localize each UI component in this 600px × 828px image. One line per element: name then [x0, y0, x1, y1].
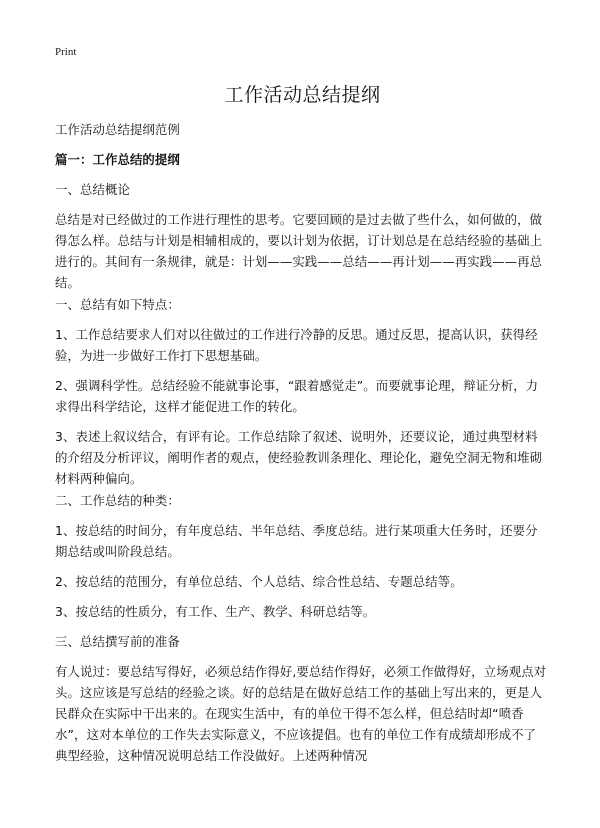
section-heading-overview: 一、总结概论 [55, 182, 130, 197]
preparation-paragraph: 有人说过：要总结写得好，必须总结作得好,要总结作得好，必须工作做得好，立场观点对头。这应该是写总结的经验之谈。好的总结是在做好总结工作的基础上写出来的，更是人民群众在实际中干出来的。在现实生活中，有的单位干得不怎么样，但总结时却“喷香水”，这对本单位的工作失去实际意义，不应该提倡。也有的单位工作有成绩却形成不了典型经验，这种情况说明总结工作没做好。上述两种情况 [55, 664, 547, 763]
feature-item-2: 2、强调科学性。总结经验不能就事论事，“跟着感觉走”。而要就事论理，辩证分析，力求得出科学结论，这样才能促进工作的转化。 [55, 378, 539, 414]
document-subtitle: 工作活动总结提纲范例 [55, 122, 180, 137]
feature-item-3: 3、表述上叙议结合，有评有论。工作总结除了叙述、说明外，还要议论，通过典型材料的介绍及分析评议，阐明作者的观点，使经验教训条理化、理论化，避免空洞无物和堆砌材料两种偏向。 [55, 429, 543, 486]
section-heading-features: 一、总结有如下特点： [55, 297, 180, 312]
section-heading-types: 二、工作总结的种类： [55, 493, 180, 508]
type-item-2: 2、按总结的范围分，有单位总结、个人总结、综合性总结、专题总结等。 [55, 574, 463, 589]
type-item-1: 1、按总结的时间分，有年度总结、半年总结、季度总结。进行某项重大任务时，还要分期总结或叫阶段总结。 [55, 523, 538, 559]
feature-item-1: 1、工作总结要求人们对以往做过的工作进行冷静的反思。通过反思，提高认识，获得经验，为进一步做好工作打下思想基础。 [55, 327, 538, 363]
type-item-3: 3、按总结的性质分，有工作、生产、教学、科研总结等。 [55, 604, 376, 619]
print-label: Print [55, 46, 77, 58]
chapter-heading: 篇一：工作总结的提纲 [55, 152, 180, 167]
overview-paragraph: 总结是对已经做过的工作进行理性的思考。它要回顾的是过去做了些什么，如何做的，做得怎么样。总结与计划是相辅相成的，要以计划为依据，订计划总是在总结经验的基础上进行的。其间有一条规律，就是：计划——实践——总结——再计划——再实践——再总结。 [55, 212, 543, 290]
document-title: 工作活动总结提纲 [224, 84, 381, 106]
section-heading-preparation: 三、总结撰写前的准备 [55, 634, 180, 649]
